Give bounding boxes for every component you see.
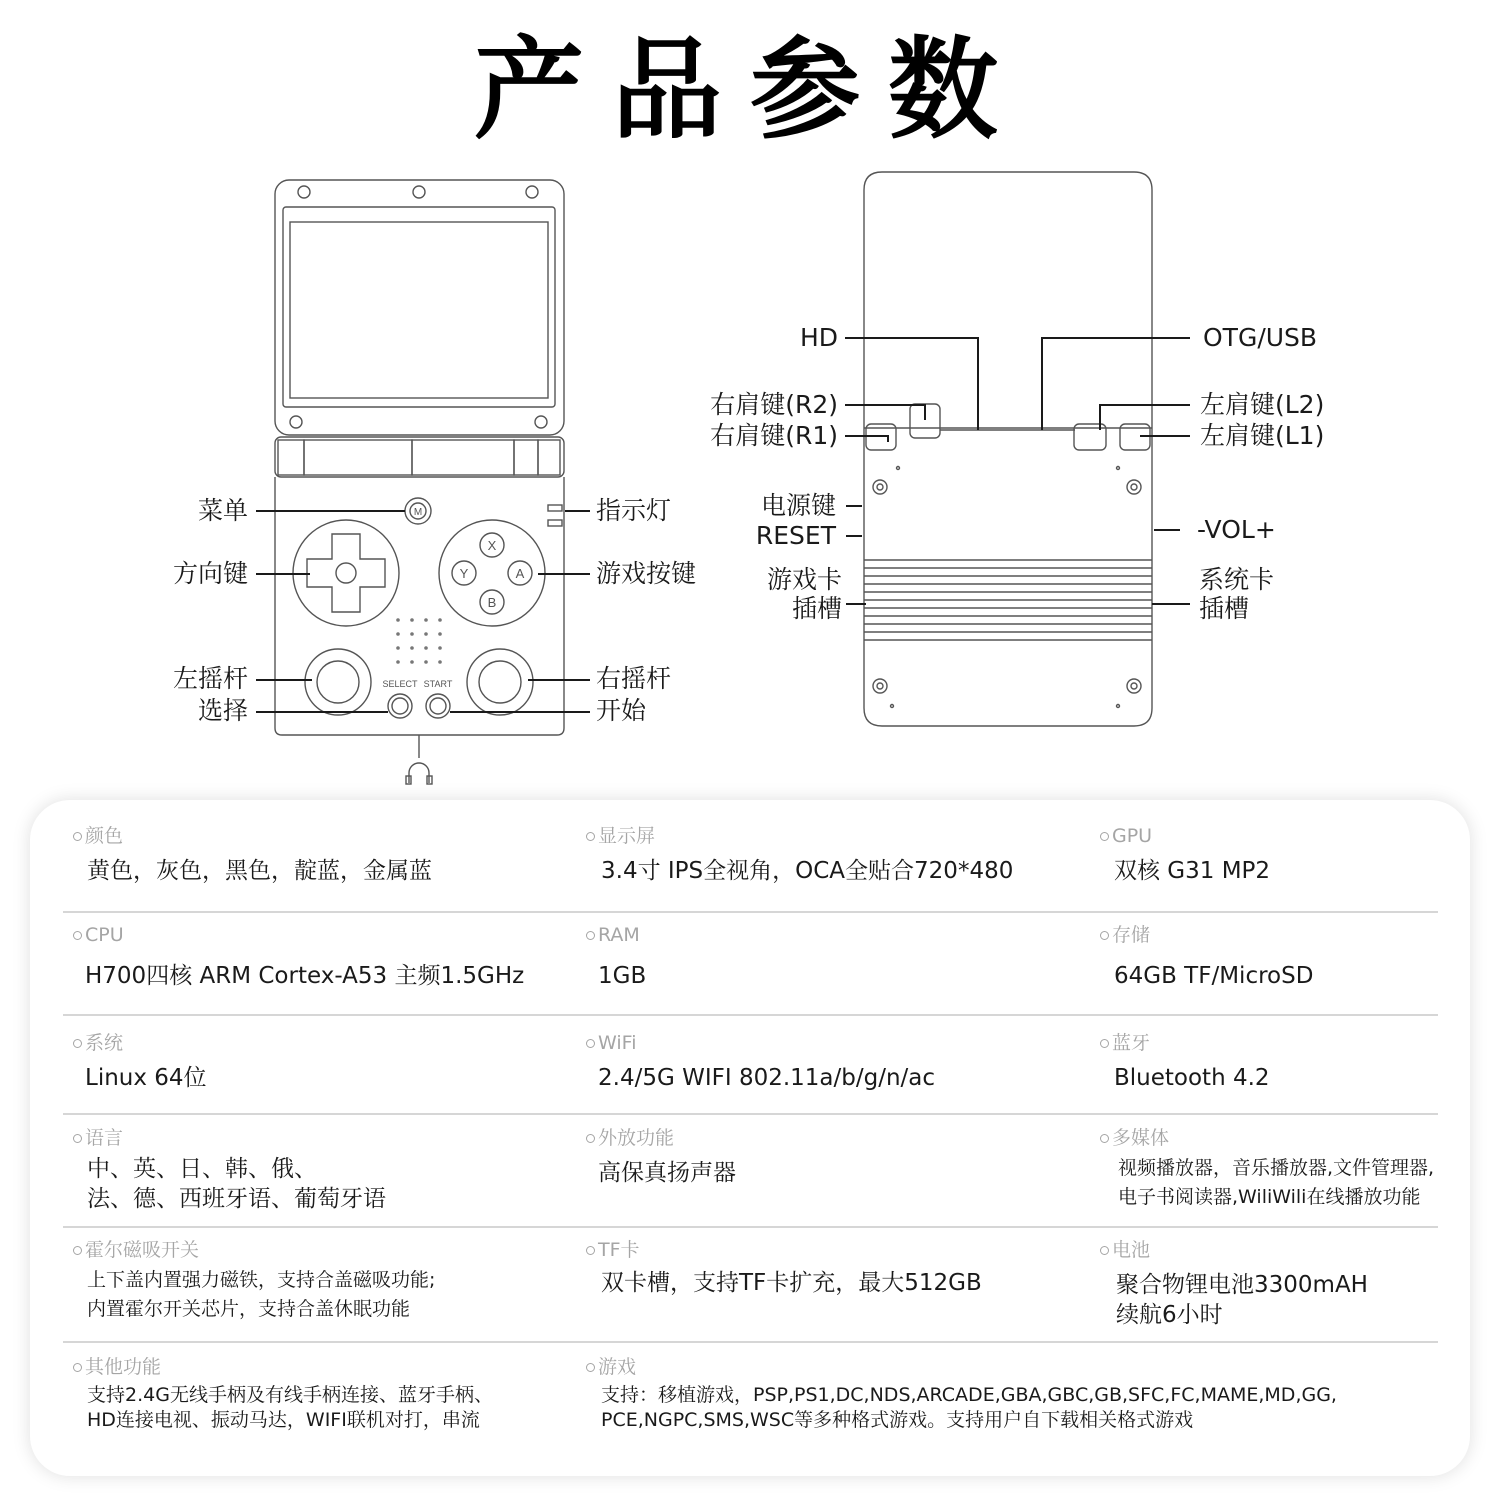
label-l1: 左肩键(L1) (1200, 421, 1325, 450)
spec-hall-switch (73, 1238, 435, 1324)
back-view (864, 172, 1152, 726)
label-right-stick: 右摇杆 (596, 664, 672, 693)
spec-key: 存储 (1100, 923, 1313, 947)
spec-key: 游戏 (586, 1355, 1337, 1379)
spec-key: 蓝牙 (1100, 1031, 1270, 1055)
spec-row (63, 1238, 1438, 1343)
label-otg-usb: OTG/USB (1203, 323, 1318, 352)
spec-os (73, 1031, 207, 1093)
spec-card (30, 800, 1470, 1476)
spec-key: 显示屏 (586, 824, 1013, 848)
spec-gpu (1100, 824, 1270, 886)
front-view (275, 180, 564, 784)
b-button-glyph: B (487, 595, 497, 610)
spec-value: PCE,NGPC,SMS,WSC等多种格式游戏。支持用户自下载相关格式游戏 (601, 1409, 1194, 1431)
spec-value: 法、德、西班牙语、葡萄牙语 (87, 1186, 386, 1212)
spec-wifi (586, 1031, 935, 1093)
spec-key: GPU (1100, 824, 1270, 848)
label-start: 开始 (596, 696, 647, 725)
y-button-glyph: Y (459, 566, 469, 581)
spec-ram (586, 923, 646, 991)
label-hd: HD (799, 323, 838, 352)
spec-value: 电子书阅读器,WiliWili在线播放功能 (1118, 1186, 1421, 1208)
spec-cpu (73, 923, 524, 991)
spec-value: 内置霍尔开关芯片，支持合盖休眠功能 (87, 1298, 411, 1320)
spec-value: 支持：移植游戏，PSP,PS1,DC,NDS,ARCADE,GBA,GBC,GB,SFC,FC,MAME,MD,GG, (601, 1384, 1337, 1406)
label-r2: 右肩键(R2) (710, 390, 838, 419)
spec-key: TF卡 (586, 1238, 982, 1262)
label-vol: -VOL+ (1197, 515, 1276, 544)
select-button-text: SELECT (382, 679, 418, 689)
label-sys-slot-line1: 系统卡 (1199, 565, 1275, 594)
label-sys-slot-line2: 插槽 (1199, 594, 1250, 623)
spec-value: 视频播放器，音乐播放器,文件管理器, (1118, 1157, 1435, 1179)
spec-key: 系统 (73, 1031, 207, 1055)
label-dpad: 方向键 (172, 559, 248, 588)
spec-screen (586, 824, 1013, 886)
spec-row (63, 1355, 1438, 1445)
spec-value: 高保真扬声器 (598, 1160, 736, 1186)
spec-value: 双核 G31 MP2 (1114, 858, 1271, 884)
spec-tf-card (586, 1238, 982, 1298)
start-button-text: START (423, 679, 453, 689)
spec-key: RAM (586, 923, 646, 947)
spec-value: 支持2.4G无线手柄及有线手柄连接、蓝牙手柄、 (87, 1384, 493, 1406)
spec-games (586, 1355, 1337, 1433)
label-game-slot-line2: 插槽 (791, 594, 842, 623)
spec-value: 续航6小时 (1116, 1302, 1223, 1328)
spec-key: 其他功能 (73, 1355, 493, 1379)
label-r1: 右肩键(R1) (710, 421, 838, 450)
spec-key: WiFi (586, 1031, 935, 1055)
spec-value: Bluetooth 4.2 (1114, 1065, 1270, 1091)
spec-key: 颜色 (73, 824, 432, 848)
page-title: 产品参数 (474, 26, 1026, 154)
label-power: 电源键 (760, 491, 836, 520)
spec-value: 黄色，灰色，黑色，靛蓝，金属蓝 (87, 858, 432, 884)
spec-row (63, 1126, 1438, 1228)
label-l2: 左肩键(L2) (1200, 390, 1325, 419)
spec-bluetooth (1100, 1031, 1270, 1093)
a-button-glyph: A (515, 566, 525, 581)
label-indicator: 指示灯 (596, 496, 672, 525)
spec-key: 电池 (1100, 1238, 1368, 1262)
x-button-glyph: X (487, 538, 497, 553)
spec-speaker (586, 1126, 736, 1188)
spec-value: 中、英、日、韩、俄、 (87, 1156, 317, 1182)
spec-row (63, 1031, 1438, 1115)
label-reset: RESET (755, 521, 836, 550)
label-select: 选择 (197, 696, 248, 725)
label-left-stick: 左摇杆 (172, 664, 248, 693)
spec-row (63, 824, 1438, 913)
spec-battery (1100, 1238, 1368, 1330)
spec-row (63, 923, 1438, 1016)
spec-value: HD连接电视、振动马达，WIFI联机对打，串流 (87, 1409, 480, 1431)
spec-value: 聚合物锂电池3300mAH (1116, 1272, 1368, 1298)
spec-value: 3.4寸 IPS全视角，OCA全贴合720*480 (601, 858, 1014, 884)
spec-value: Linux 64位 (85, 1065, 207, 1091)
spec-other-features (73, 1355, 493, 1433)
spec-key: CPU (73, 923, 524, 947)
label-game-buttons: 游戏按键 (596, 559, 697, 588)
spec-storage (1100, 923, 1313, 991)
label-menu: 菜单 (197, 496, 248, 525)
spec-key: 外放功能 (586, 1126, 736, 1150)
menu-button-glyph: M (413, 507, 423, 518)
spec-value: 1GB (598, 963, 647, 989)
spec-value: 2.4/5G WIFI 802.11a/b/g/n/ac (598, 1065, 936, 1091)
spec-language (73, 1126, 386, 1214)
spec-key: 霍尔磁吸开关 (73, 1238, 435, 1262)
spec-color (73, 824, 432, 886)
label-game-slot-line1: 游戏卡 (766, 565, 842, 594)
spec-value: 上下盖内置强力磁铁，支持合盖磁吸功能; (87, 1269, 436, 1291)
spec-key: 多媒体 (1100, 1126, 1434, 1150)
spec-multimedia (1100, 1126, 1434, 1212)
spec-key: 语言 (73, 1126, 386, 1150)
spec-value: H700四核 ARM Cortex-A53 主频1.5GHz (85, 963, 525, 989)
spec-value: 64GB TF/MicroSD (1114, 963, 1314, 989)
spec-value: 双卡槽，支持TF卡扩充，最大512GB (601, 1270, 982, 1296)
